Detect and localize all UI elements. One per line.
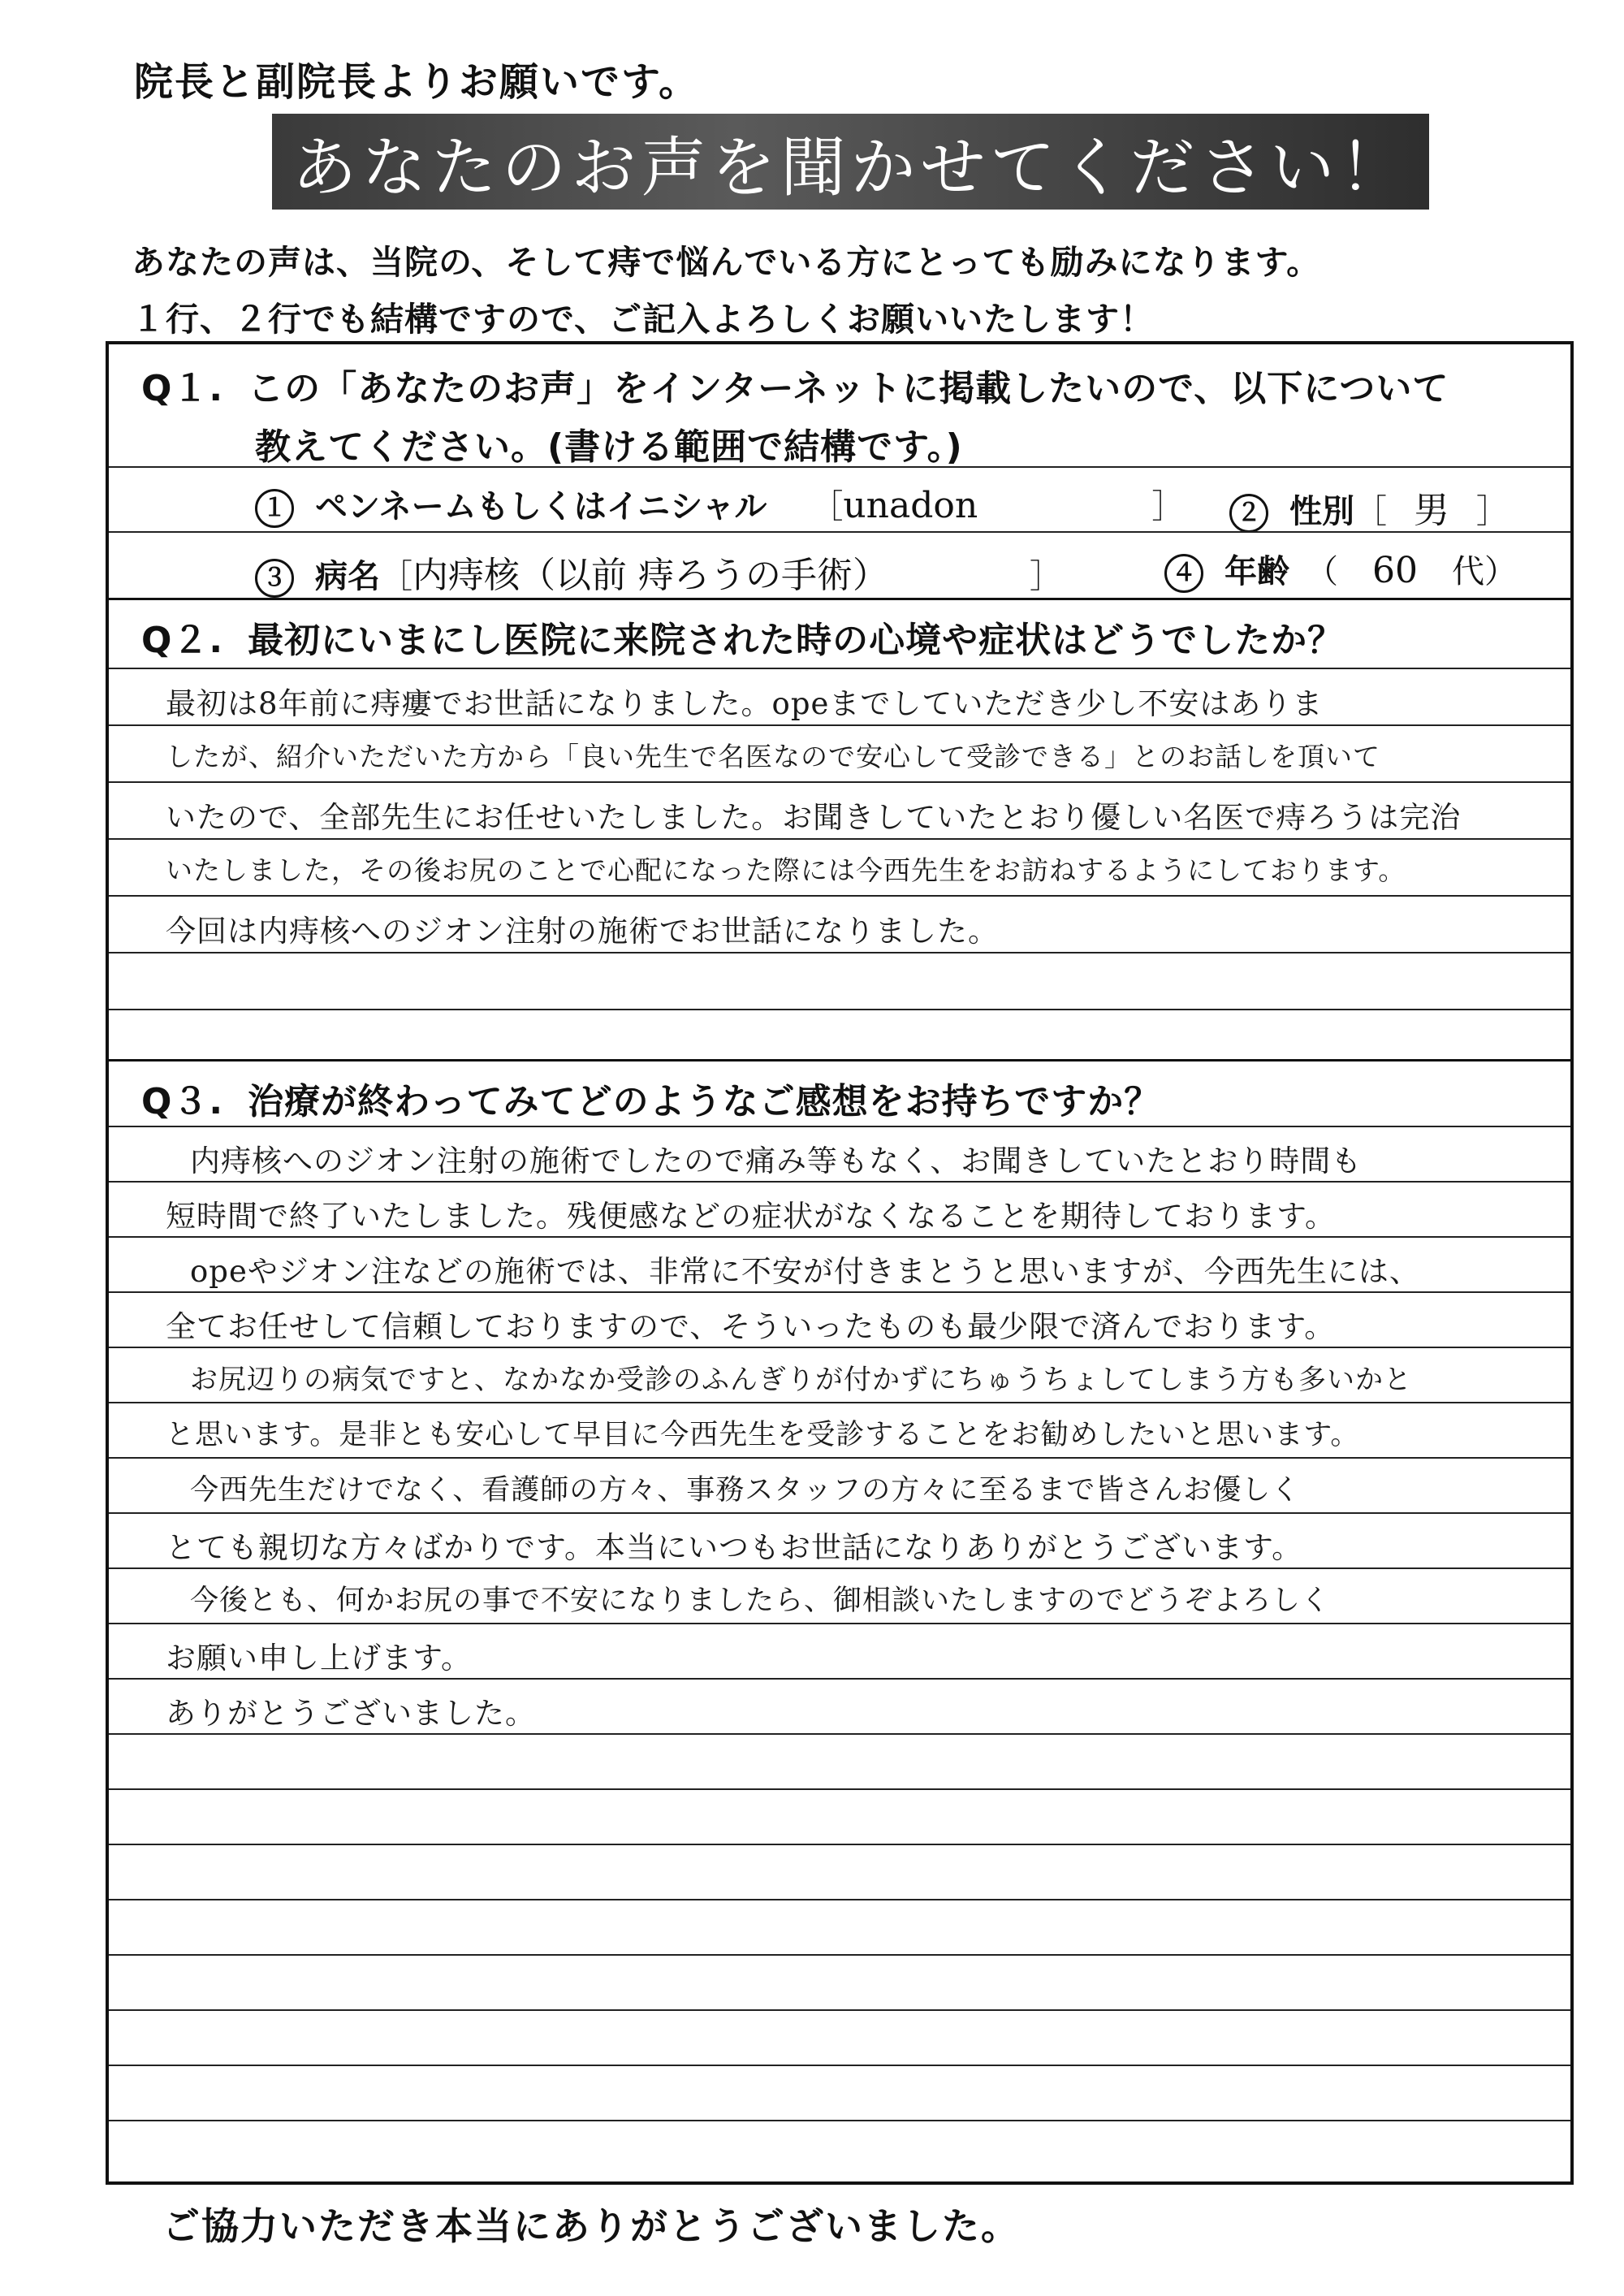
ruled-line — [109, 1402, 1570, 1403]
field-label: 性別 — [1289, 493, 1354, 530]
circled-number: ４ — [1164, 554, 1203, 593]
q3-answer-line: お尻辺りの病気ですと、なかなか受診のふんぎりが付かずにちゅうちょしてしまう方も多いかと — [190, 1364, 1412, 1396]
q1-text-line1: この「あなたのお声」をインターネットに掲載したいので、以下について — [248, 368, 1449, 409]
q3-answer-line: ありがとうございました。 — [166, 1696, 536, 1731]
ruled-line — [109, 1623, 1570, 1624]
ruled-line — [109, 1567, 1570, 1569]
ruled-line — [109, 1844, 1570, 1845]
section-divider — [109, 598, 1570, 600]
ruled-line — [109, 781, 1570, 783]
ruled-line — [109, 1181, 1570, 1183]
ruled-line — [109, 1954, 1570, 1956]
ruled-line — [109, 1788, 1570, 1790]
field-gender[interactable]: ２ 性別［ 男 ］ — [1229, 481, 1509, 533]
questionnaire-form — [106, 341, 1574, 2185]
q3-answer-line: お願い申し上げます。 — [166, 1641, 473, 1676]
ruled-line — [109, 1512, 1570, 1514]
field-pen-name[interactable]: １ ペンネームもしくはイニシャル ［unadon ］ — [255, 481, 1184, 528]
ruled-line — [109, 1009, 1570, 1010]
diagnosis-value: 内痔核（以前 痔ろうの手術） — [412, 555, 888, 596]
circled-number: ３ — [255, 559, 294, 598]
q3-answer-line: opeやジオン注などの施術では、非常に不安が付きまとうと思いますが、今西先生には、 — [190, 1254, 1420, 1289]
field-label: 年齢 — [1224, 553, 1289, 590]
q3-answer-line: 今後とも、何かお尻の事で不安になりましたら、御相談いたしますのでどうぞよろしく — [190, 1585, 1331, 1617]
ruled-line — [109, 1347, 1570, 1348]
divider — [109, 531, 1570, 533]
q1-number: Q１. — [141, 368, 224, 409]
q2-answer-line: いたので、全部先生にお任せいたしました。お聞きしていたとおり優しい名医で痔ろうは完治 — [166, 800, 1462, 835]
ruled-line — [109, 2120, 1570, 2121]
ruled-line — [109, 668, 1570, 669]
ruled-line — [109, 838, 1570, 840]
gender-value: 男 — [1414, 490, 1449, 531]
circled-number: １ — [255, 489, 294, 528]
intro-line-2: １行、２行でも結構ですので、ご記入よろしくお願いいたします！ — [132, 300, 1155, 339]
q2-answer-line: 今回は内痔核へのジオン注射の施術でお世話になりました。 — [166, 914, 999, 949]
q3-answer-line: と思います。是非とも安心して早目に今西先生を受診することをお勧めしたいと思います。 — [166, 1419, 1360, 1451]
q3-answer-line: とても親切な方々ばかりです。本当にいつもお世話になりありがとうございます。 — [166, 1530, 1303, 1565]
q1-question — [141, 359, 1449, 411]
ruled-line — [109, 1457, 1570, 1459]
circled-number: ２ — [1229, 494, 1268, 533]
ruled-line — [109, 1236, 1570, 1238]
ruled-line — [109, 1733, 1570, 1735]
ruled-line — [109, 2009, 1570, 2011]
intro-line-1: あなたの声は、当院の、そして痔で悩んでいる方にとっても励みになります。 — [132, 243, 1321, 282]
ruled-line — [109, 2065, 1570, 2066]
q3-answer-line: 今西先生だけでなく、看護師の方々、事務スタッフの方々に至るまで皆さんお優しく — [190, 1474, 1301, 1507]
divider — [109, 466, 1570, 468]
q3-question — [141, 1072, 1160, 1124]
q3-answer-line: 内痔核へのジオン注射の施術でしたので痛み等もなく、お聞きしていたとおり時間も — [190, 1144, 1363, 1178]
q2-text: 最初にいまにし医院に来院された時の心境や症状はどうでしたか？ — [248, 620, 1345, 661]
ruled-line — [109, 1678, 1570, 1680]
footer-thanks: ご協力いただき本当にありがとうございました。 — [162, 2204, 1020, 2248]
field-diagnosis[interactable]: ３ 病名［内痔核（以前 痔ろうの手術） ］ — [255, 546, 1062, 598]
q3-number: Q３. — [141, 1081, 224, 1122]
q3-text: 治療が終わってみてどのようなご感想をお持ちですか？ — [248, 1081, 1161, 1122]
field-age[interactable]: ４ 年齢 （ 60 代） — [1164, 546, 1517, 593]
field-label: 病名 — [315, 558, 380, 595]
ruled-line — [109, 952, 1570, 953]
field-label: ペンネームもしくはイニシャル — [315, 488, 767, 525]
q2-answer-line: 最初は8年前に痔瘻でお世話になりました。opeまでしていただき少し不安はありま — [166, 686, 1324, 721]
section-divider — [109, 1059, 1570, 1062]
ruled-line — [109, 724, 1570, 726]
page-heading: 院長と副院長よりお願いです。 — [134, 59, 700, 105]
pen-name-value: unadon — [843, 485, 978, 526]
ruled-line — [109, 1899, 1570, 1900]
q1-text-line2: 教えてください。(書ける範囲で結構です。) — [255, 426, 963, 468]
ruled-line — [109, 895, 1570, 897]
title-banner — [272, 114, 1429, 210]
q2-answer-line: したが、紹介いただいた方から「良い先生で名医なので安心して受診できる」とのお話しを頂いて — [166, 741, 1380, 772]
age-value: 60 — [1372, 550, 1418, 591]
banner-title: あなたのお声を聞かせてください！ — [292, 129, 1410, 205]
q2-question — [141, 611, 1344, 663]
q3-answer-line: 全てお任せして信頼しておりますので、そういったものも最少限で済んでおります。 — [166, 1309, 1336, 1344]
q3-answer-line: 短時間で終了いたしました。残便感などの症状がなくなることを期待しております。 — [166, 1199, 1337, 1234]
ruled-line — [109, 1291, 1570, 1293]
q2-answer-line: いたしました，その後お尻のことで心配になった際には今西先生をお訪ねするようにしております。 — [166, 854, 1406, 886]
ruled-line — [109, 1126, 1570, 1127]
q2-number: Q２. — [141, 620, 224, 661]
